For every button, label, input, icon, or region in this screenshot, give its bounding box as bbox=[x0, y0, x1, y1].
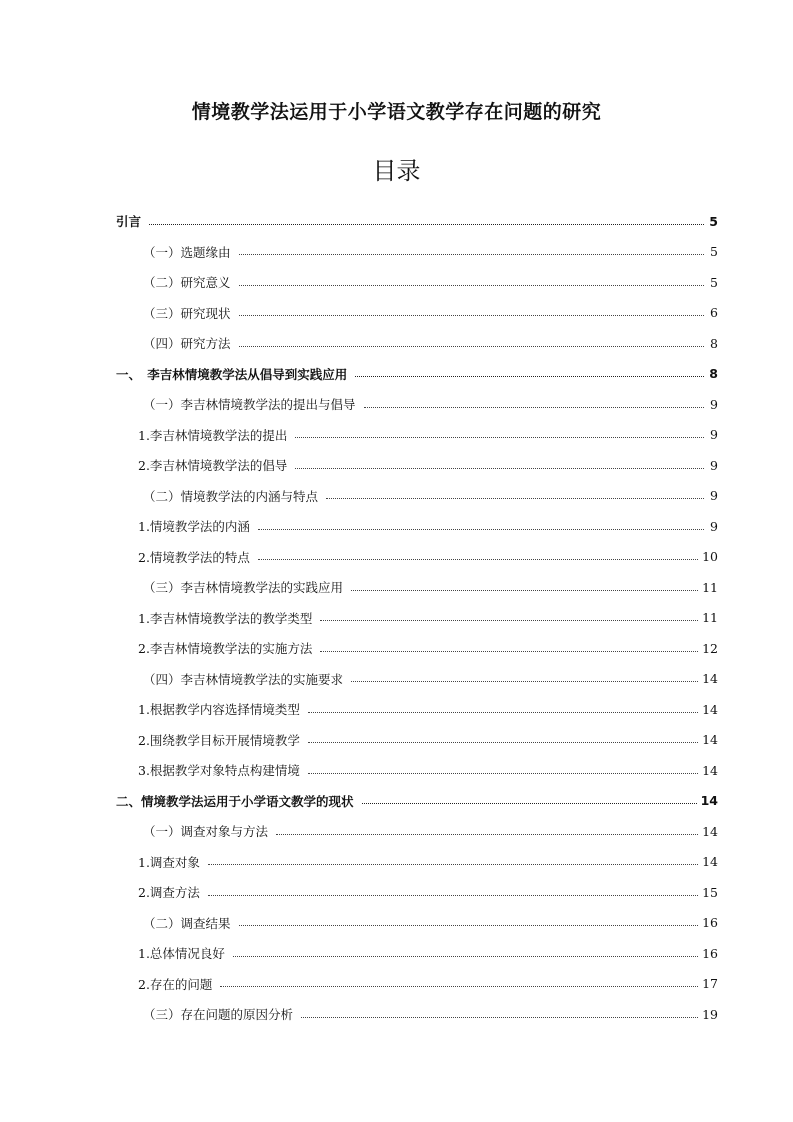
toc-entry-page-number: 5 bbox=[710, 274, 718, 290]
toc-entry-label: （二）调查结果 bbox=[143, 915, 231, 931]
toc-entry-page-number: 14 bbox=[702, 823, 718, 839]
toc-entry-page-number: 12 bbox=[702, 640, 718, 656]
toc-entry[interactable] bbox=[116, 572, 718, 603]
toc-entry-label: 2.存在的问题 bbox=[138, 976, 213, 992]
toc-entry[interactable] bbox=[116, 237, 718, 268]
dot-leader bbox=[149, 224, 704, 225]
toc-entry[interactable] bbox=[116, 267, 718, 298]
dot-leader bbox=[362, 803, 697, 804]
table-of-contents bbox=[116, 206, 718, 1030]
toc-entry[interactable] bbox=[116, 694, 718, 725]
toc-entry-page-number: 9 bbox=[710, 396, 718, 412]
dot-leader bbox=[326, 498, 704, 499]
toc-entry[interactable] bbox=[116, 969, 718, 1000]
toc-entry-label: 1.情境教学法的内涵 bbox=[138, 519, 250, 535]
toc-entry-label: 2.李吉林情境教学法的倡导 bbox=[138, 458, 288, 474]
dot-leader bbox=[276, 834, 698, 835]
toc-entry-label: （四）李吉林情境教学法的实施要求 bbox=[143, 671, 344, 687]
toc-entry-label: 二、情境教学法运用于小学语文教学的现状 bbox=[116, 793, 354, 809]
toc-entry[interactable] bbox=[116, 877, 718, 908]
toc-entry-page-number: 15 bbox=[702, 884, 718, 900]
toc-entry[interactable] bbox=[116, 847, 718, 878]
toc-entry-page-number: 14 bbox=[702, 732, 718, 748]
dot-leader bbox=[364, 407, 704, 408]
toc-entry-page-number: 9 bbox=[710, 518, 718, 534]
toc-entry[interactable] bbox=[116, 725, 718, 756]
dot-leader bbox=[351, 590, 698, 591]
dot-leader bbox=[351, 681, 698, 682]
toc-entry-label: 3.根据教学对象特点构建情境 bbox=[138, 763, 300, 779]
toc-entry-label: （一）选题缘由 bbox=[143, 244, 231, 260]
document-title: 情境教学法运用于小学语文教学存在问题的研究 bbox=[191, 101, 602, 123]
toc-entry[interactable] bbox=[116, 450, 718, 481]
toc-entry-page-number: 6 bbox=[710, 305, 718, 321]
toc-entry[interactable] bbox=[116, 664, 718, 695]
toc-entry-page-number: 9 bbox=[710, 427, 718, 443]
toc-entry-label: （三）存在问题的原因分析 bbox=[143, 1007, 294, 1023]
toc-entry-label: （二）情境教学法的内涵与特点 bbox=[143, 488, 319, 504]
dot-leader bbox=[301, 1017, 698, 1018]
toc-entry-page-number: 9 bbox=[710, 457, 718, 473]
dot-leader bbox=[355, 376, 704, 377]
toc-entry-label: （一）调查对象与方法 bbox=[143, 824, 269, 840]
dot-leader bbox=[239, 346, 704, 347]
toc-entry-label: 1.李吉林情境教学法的提出 bbox=[138, 427, 288, 443]
toc-entry-page-number: 5 bbox=[709, 213, 718, 229]
toc-entry-page-number: 9 bbox=[710, 488, 718, 504]
dot-leader bbox=[208, 895, 698, 896]
toc-entry-label: （四）研究方法 bbox=[143, 336, 231, 352]
toc-entry-page-number: 16 bbox=[702, 945, 718, 961]
toc-entry[interactable] bbox=[116, 816, 718, 847]
toc-entry-page-number: 5 bbox=[710, 244, 718, 260]
dot-leader bbox=[220, 986, 698, 987]
toc-entry-page-number: 14 bbox=[702, 854, 718, 870]
toc-entry-label: （三）李吉林情境教学法的实践应用 bbox=[143, 580, 344, 596]
toc-entry-label: 一、 李吉林情境教学法从倡导到实践应用 bbox=[116, 366, 348, 382]
toc-entry[interactable] bbox=[116, 206, 718, 237]
toc-entry[interactable] bbox=[116, 389, 718, 420]
dot-leader bbox=[239, 925, 699, 926]
toc-entry-label: 1.李吉林情境教学法的教学类型 bbox=[138, 610, 313, 626]
toc-entry-label: （三）研究现状 bbox=[143, 305, 231, 321]
toc-entry[interactable] bbox=[116, 786, 718, 817]
toc-entry-page-number: 14 bbox=[702, 671, 718, 687]
toc-entry-page-number: 14 bbox=[702, 701, 718, 717]
dot-leader bbox=[308, 712, 698, 713]
dot-leader bbox=[258, 529, 704, 530]
toc-entry-page-number: 17 bbox=[702, 976, 718, 992]
toc-entry[interactable] bbox=[116, 633, 718, 664]
toc-entry-page-number: 11 bbox=[702, 610, 718, 626]
dot-leader bbox=[308, 773, 698, 774]
toc-entry-page-number: 16 bbox=[702, 915, 718, 931]
dot-leader bbox=[295, 437, 704, 438]
dot-leader bbox=[233, 956, 698, 957]
toc-entry[interactable] bbox=[116, 420, 718, 451]
toc-entry-page-number: 8 bbox=[710, 335, 718, 351]
toc-entry[interactable] bbox=[116, 755, 718, 786]
dot-leader bbox=[320, 651, 698, 652]
toc-entry[interactable] bbox=[116, 511, 718, 542]
toc-entry-label: 引言 bbox=[116, 214, 142, 230]
toc-entry-page-number: 11 bbox=[702, 579, 718, 595]
toc-entry[interactable] bbox=[116, 938, 718, 969]
toc-entry[interactable] bbox=[116, 298, 718, 329]
toc-entry-label: 2.情境教学法的特点 bbox=[138, 549, 250, 565]
toc-heading: 目录 bbox=[372, 157, 421, 185]
toc-entry-label: 2.围绕教学目标开展情境教学 bbox=[138, 732, 300, 748]
toc-entry-page-number: 14 bbox=[702, 762, 718, 778]
dot-leader bbox=[308, 742, 698, 743]
toc-entry[interactable] bbox=[116, 603, 718, 634]
toc-entry-page-number: 19 bbox=[702, 1006, 718, 1022]
toc-entry-label: 1.调查对象 bbox=[138, 854, 200, 870]
dot-leader bbox=[295, 468, 704, 469]
toc-entry-label: （一）李吉林情境教学法的提出与倡导 bbox=[143, 397, 356, 413]
dot-leader bbox=[239, 254, 704, 255]
dot-leader bbox=[239, 315, 704, 316]
toc-entry-label: （二）研究意义 bbox=[143, 275, 231, 291]
toc-entry[interactable] bbox=[116, 481, 718, 512]
toc-entry[interactable] bbox=[116, 908, 718, 939]
toc-entry-page-number: 8 bbox=[709, 366, 718, 382]
dot-leader bbox=[258, 559, 698, 560]
dot-leader bbox=[320, 620, 698, 621]
toc-entry[interactable] bbox=[116, 359, 718, 390]
toc-entry[interactable] bbox=[116, 542, 718, 573]
dot-leader bbox=[239, 285, 704, 286]
toc-entry[interactable] bbox=[116, 999, 718, 1030]
toc-entry-page-number: 14 bbox=[700, 793, 718, 809]
toc-entry-label: 1.根据教学内容选择情境类型 bbox=[138, 702, 300, 718]
dot-leader bbox=[208, 864, 698, 865]
toc-entry-label: 1.总体情况良好 bbox=[138, 946, 225, 962]
toc-entry[interactable] bbox=[116, 328, 718, 359]
toc-entry-label: 2.调查方法 bbox=[138, 885, 200, 901]
toc-entry-label: 2.李吉林情境教学法的实施方法 bbox=[138, 641, 313, 657]
toc-entry-page-number: 10 bbox=[702, 549, 718, 565]
